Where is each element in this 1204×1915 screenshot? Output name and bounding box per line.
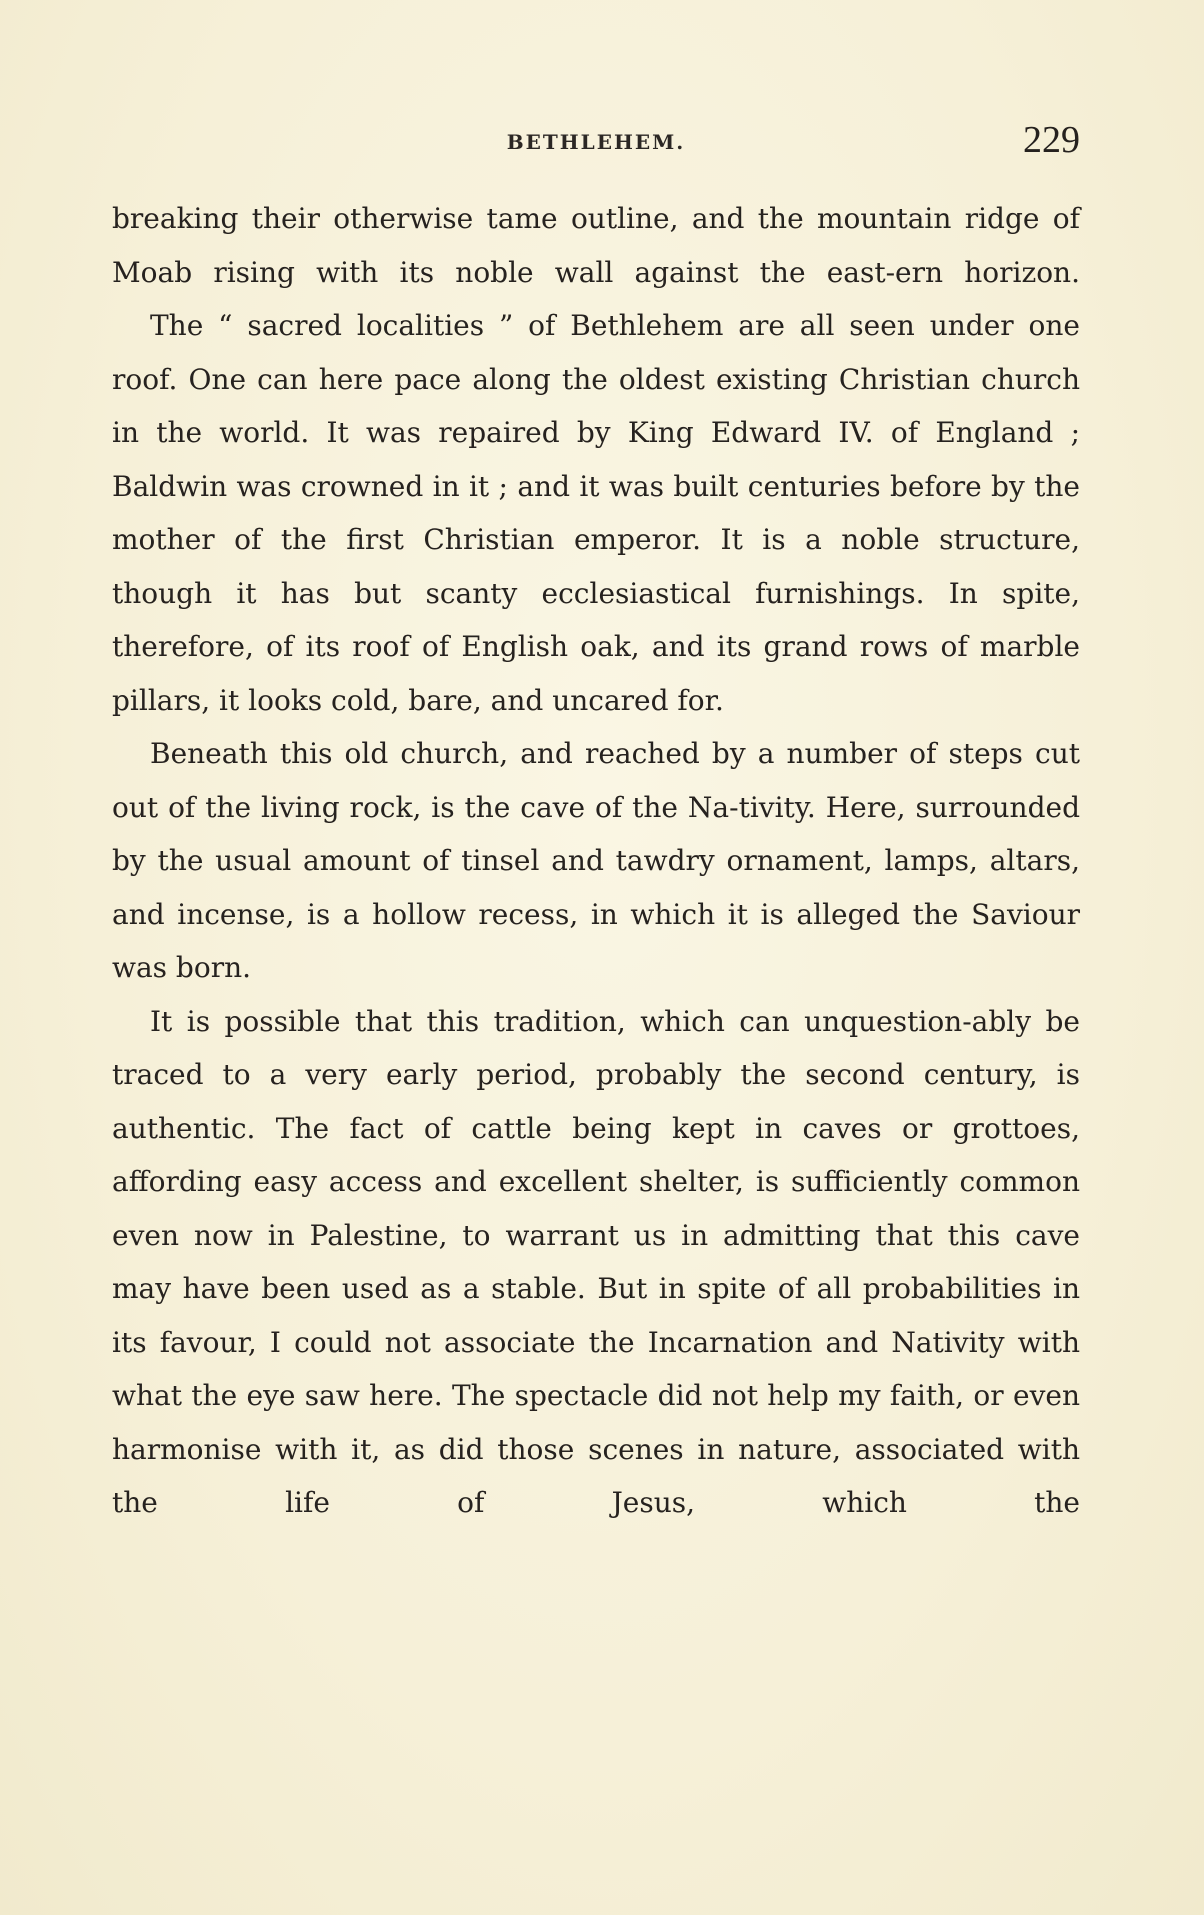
- paragraph-tradition: It is possible that this tradition, which can unquestion-ably be traced to a very early period, probably the second century, is authentic. The fact of cattle being kept in caves or grottoes, affording easy access and excellent shelter, is sufficiently common even now in Palestine, to warrant us in admitting that this cave may have been used as a stable. But in spite of all probabilities in its favour, I could not associate the Incarnation and Nativity with what the eye saw here. The spectacle did not help my faith, or even harmonise with it, as did those scenes in nature, associated with the life of Jesus, which the: [112, 1004, 1080, 1519]
- page-number: 229: [1023, 119, 1080, 161]
- page-header: [112, 118, 1080, 168]
- body-text: [112, 192, 1080, 1530]
- paragraph-sacred-localities: The “ sacred localities ” of Bethlehem are all seen under one roof. One can here pace along the oldest existing Christian church in the world. It was repaired by King Edward IV. of England ; Baldwin was crowned in it ; and it was built centuries before by the mother of the first Christian emperor. It is a noble structure, though it has but scanty ecclesiastical furnishings. In spite, therefore, of its roof of English oak, and its grand rows of marble pillars, it looks cold, bare, and uncared for.: [112, 309, 1080, 717]
- running-head: BETHLEHEM.: [506, 130, 686, 154]
- paragraph-cave-of-nativity: Beneath this old church, and reached by a number of steps cut out of the living rock, is the cave of the Na-tivity. Here, surrounded by the usual amount of tinsel and tawdry ornament, lamps, altars, and incense, is a hollow recess, in which it is alleged the Saviour was born.: [112, 737, 1080, 984]
- paragraph-continuation: breaking their otherwise tame outline, and the mountain ridge of Moab rising with its noble wall against the east-ern horizon.: [112, 202, 1080, 289]
